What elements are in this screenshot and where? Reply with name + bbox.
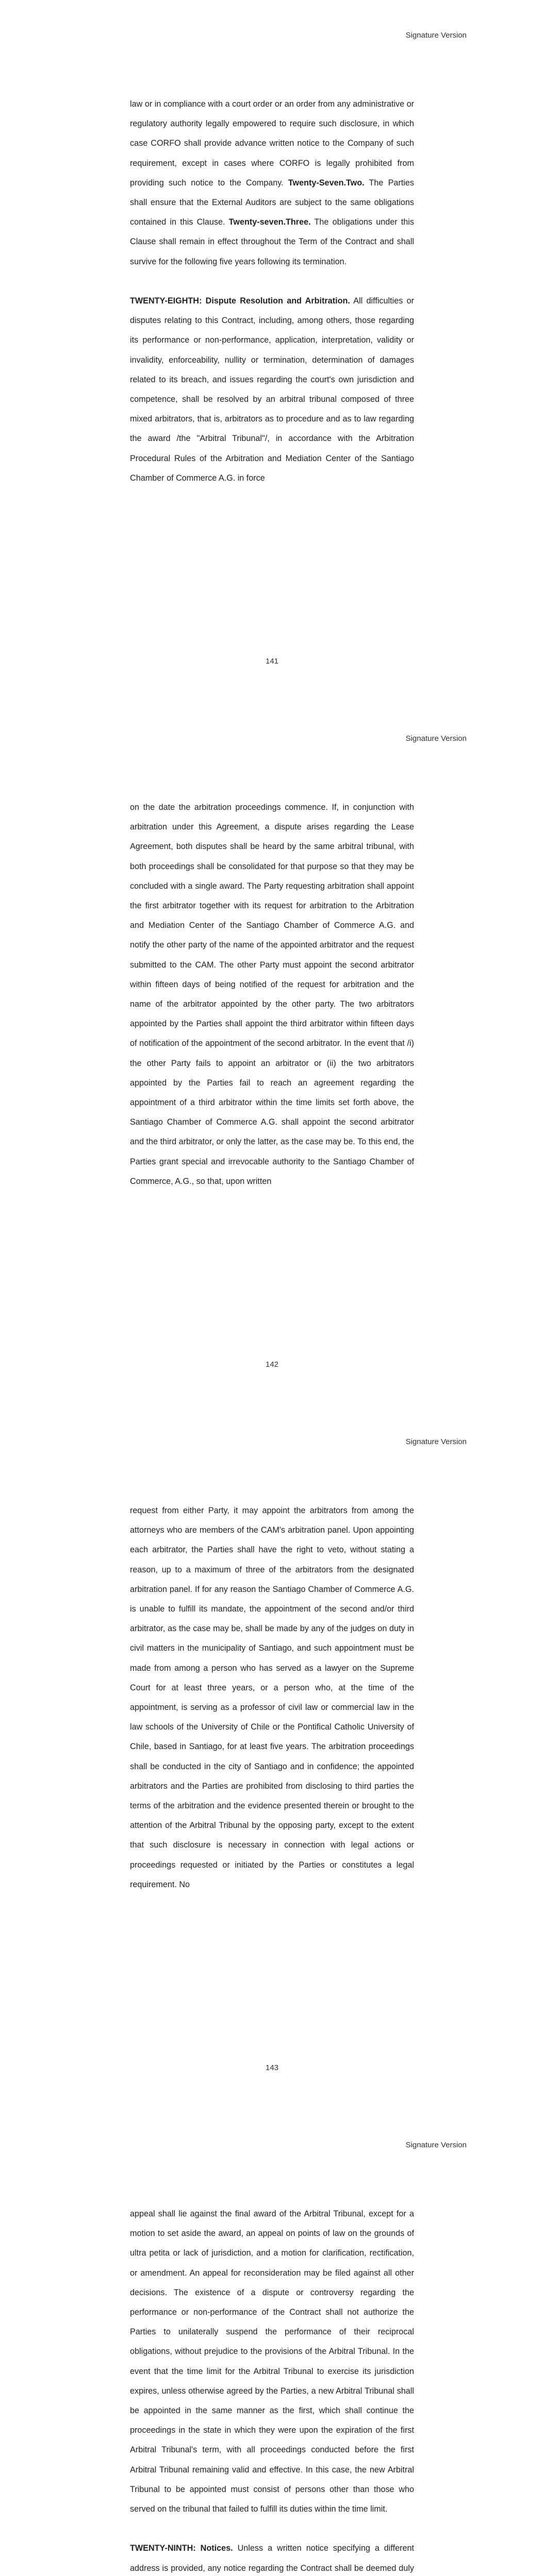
text-run: The obligations under this Clause shall remain in effect throughout the Term of the Contract and shall survive for the following five years following its termination. bbox=[130, 217, 414, 266]
page-body bbox=[130, 94, 414, 488]
text-run: law or in compliance with a court order or an order from any administrative or regulatory authority legally empowered to require such disclosure, in which case CORFO shall provide advance written notice to the Company of such requirement, except in cases where CORFO is legally prohibited from providing such notice to the Company. bbox=[130, 99, 414, 188]
paragraph bbox=[130, 798, 414, 1191]
paragraph bbox=[130, 2204, 414, 2519]
page-number: 141 bbox=[265, 657, 279, 666]
clause-title-dispute-resolution: TWENTY-EIGHTH: Dispute Resolution and Arbitration. bbox=[130, 296, 350, 306]
page-number: 143 bbox=[265, 2063, 279, 2072]
page-header: Signature Version bbox=[405, 2141, 467, 2149]
page-body bbox=[130, 798, 414, 1191]
document-page-141 bbox=[0, 0, 544, 703]
text-run: appeal shall lie against the final award of the Arbitral Tribunal, except for a motion to set aside the award, an appeal on points of law on the grounds of ultra petita or lack of jurisdiction, and a motion for clarification, rectification, or amendment. An appeal for reconsideration may be filed against all other decisions. The existence of a dispute or controversy regarding the performance or non-performance of the Contract shall not authorize the Parties to unilaterally suspend the performance of their reciprocal obligations, without prejudice to the provisions of the Arbitral Tribunal. In the event that the time limit for the Arbitral Tribunal to exercise its jurisdiction expires, unless otherwise agreed by the Parties, a new Arbitral Tribunal shall be appointed in the same manner as the first, which shall continue the proceedings in the state in which they were upon the expiration of the first Arbitral Tribunal's term, with all proceedings conducted before the first Arbitral Tribunal remaining valid and effective. In this case, the new Arbitral Tribunal to be appointed must consist of persons other than those who served on the tribunal that failed to fulfill its duties within the time limit. bbox=[130, 2209, 414, 2514]
document-page-142 bbox=[0, 703, 544, 1406]
paragraph bbox=[130, 94, 414, 272]
document-page-143 bbox=[0, 1406, 544, 2110]
paragraph bbox=[130, 291, 414, 488]
section-heading-bold: Twenty-seven.Three. bbox=[228, 217, 311, 227]
section-heading-bold: Twenty-Seven.Two. bbox=[288, 178, 365, 188]
page-header: Signature Version bbox=[405, 734, 467, 743]
page-header: Signature Version bbox=[405, 1437, 467, 1446]
text-run: request from either Party, it may appoint the arbitrators from among the attorneys who are members of the CAM's arbitration panel. Upon appointing each arbitrator, the Parties shall have the right to veto, without stating a reason, up to a maximum of three of the arbitrators from the designated arbitration panel. If for any reason the Santiago Chamber of Commerce A.G. is unable to fulfill its mandate, the appointment of the second and/or third arbitrator, as the case may be, shall be made by any of the judges on duty in civil matters in the municipality of Santiago, and such appointment must be made from among a person who has served as a lawyer on the Supreme Court for at least three years, or a person who, at the time of the appointment, is serving as a professor of civil law or commercial law in the law schools of the University of Chile or the Pontifical Catholic University of Chile, based in Santiago, for at least five years. The arbitration proceedings shall be conducted in the city of Santiago and in confidence; the appointed arbitrators and the Parties are prohibited from disclosing to third parties the terms of the arbitration and the evidence presented therein or brought to the attention of the Arbitral Tribunal by the opposing party, except to the extent that such disclosure is necessary in connection with legal actions or proceedings requested or initiated by the Parties or constitutes a legal requirement. No bbox=[130, 1506, 414, 1889]
page-body bbox=[130, 1501, 414, 1894]
text-run: on the date the arbitration proceedings commence. If, in conjunction with arbitration under this Agreement, a dispute arises regarding the Lease Agreement, both disputes shall be heard by the same arbitral tribunal, with both proceedings shall be consolidated for that purpose so that they may be concluded with a single award. The Party requesting arbitration shall appoint the first arbitrator together with its request for arbitration to the Arbitration and Mediation Center of the Santiago Chamber of Commerce A.G. and notify the other party of the name of the appointed arbitrator and the request submitted to the CAM. The other Party must appoint the second arbitrator within fifteen days of being notified of the request for arbitration and the name of the arbitrator appointed by the other party. The two arbitrators appointed by the Parties shall appoint the third arbitrator within fifteen days of notification of the appointment of the second arbitrator. In the event that /i) the other Party fails to appoint an arbitrator or (ii) the two arbitrators appointed by the Parties fail to reach an agreement regarding the appointment of a third arbitrator within the time limits set forth above, the Santiago Chamber of Commerce A.G. shall appoint the second arbitrator and the third arbitrator, or only the latter, as the case may be. To this end, the Parties grant special and irrevocable authority to the Santiago Chamber of Commerce, A.G., so that, upon written bbox=[130, 803, 414, 1186]
text-run: Unless a written notice specifying a different address is provided, any notice regarding the Contract shall be deemed duly bbox=[130, 2544, 414, 2573]
page-header: Signature Version bbox=[405, 31, 467, 40]
document-page-144 bbox=[0, 2110, 544, 2576]
text-run: All difficulties or disputes relating to this Contract, including, among others, those regarding its performance or non-performance, application, interpretation, validity or invalidity, enforceability, nullity or termination, determination of damages related to its breach, and issues regarding the court's own jurisdiction and competence, shall be resolved by an arbitral tribunal composed of three mixed arbitrators, that is, arbitrators as to procedure and as to law regarding the award /the "Arbitral Tribunal"/, in accordance with the Arbitration Procedural Rules of the Arbitration and Mediation Center of the Santiago Chamber of Commerce A.G. in force bbox=[130, 296, 414, 483]
page-number: 142 bbox=[265, 1360, 279, 1369]
page-body bbox=[130, 2204, 414, 2576]
paragraph bbox=[130, 2538, 414, 2576]
text-run: The Parties shall ensure that the External Auditors are subject to the same obligations contained in this Clause. bbox=[130, 178, 414, 227]
clause-title-notices: TWENTY-NINTH: Notices. bbox=[130, 2544, 233, 2553]
paragraph bbox=[130, 1501, 414, 1894]
